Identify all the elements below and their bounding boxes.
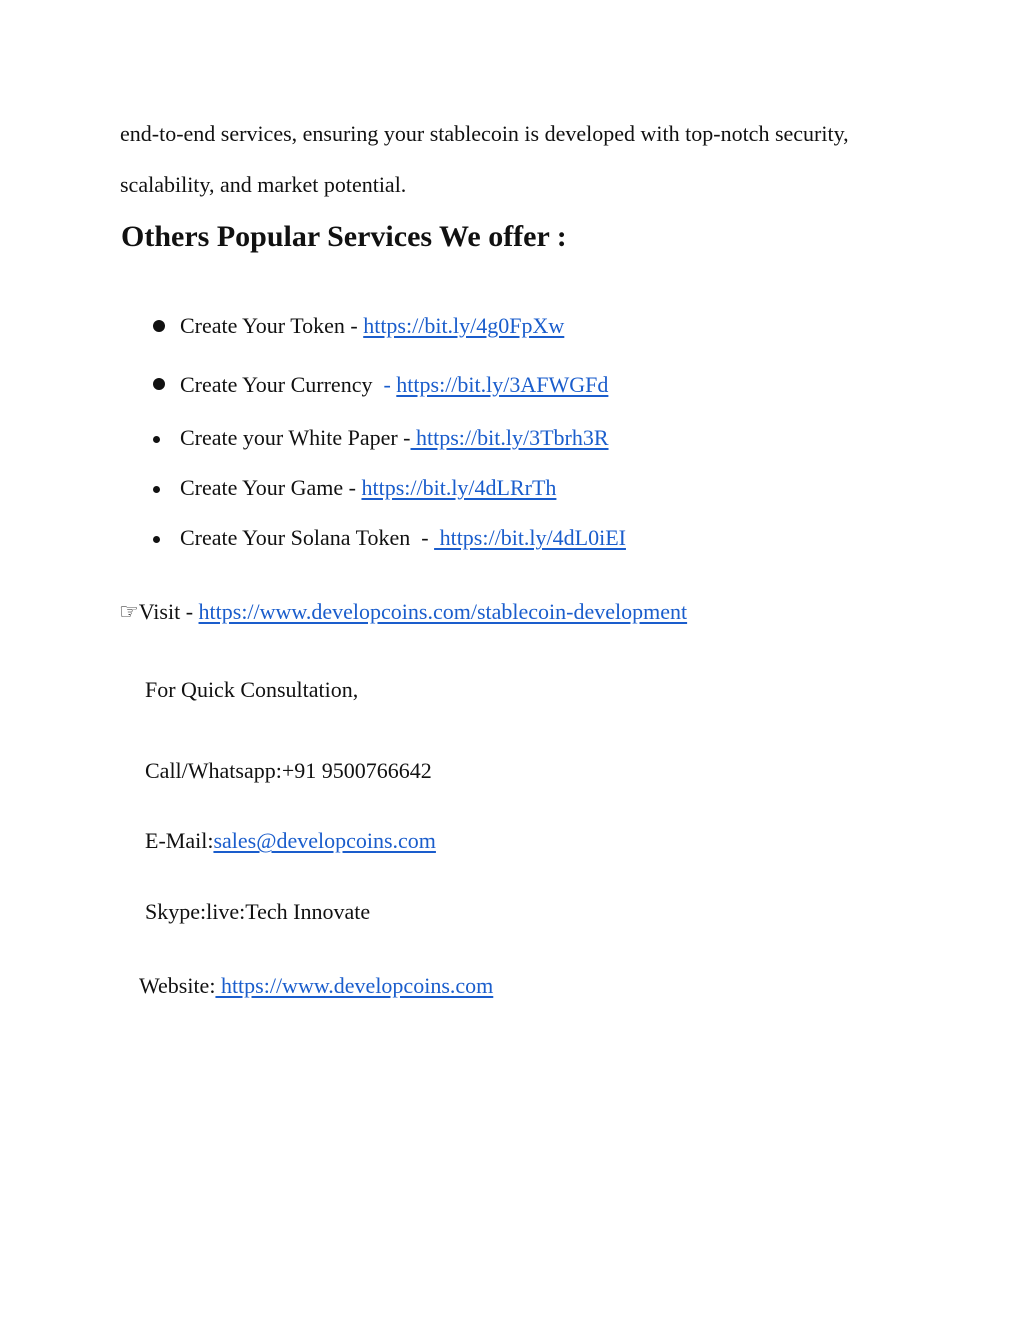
website-label: Website: — [139, 973, 216, 998]
service-dash: - — [383, 372, 397, 397]
visit-link[interactable]: https://www.developcoins.com/stablecoin-development — [198, 599, 688, 624]
service-link[interactable]: https://bit.ly/4dL0iEI — [434, 525, 626, 550]
service-link[interactable]: https://bit.ly/3AFWGFd — [396, 372, 609, 397]
service-label: Create your White Paper - — [180, 425, 411, 450]
bullet-icon — [153, 378, 165, 390]
list-item — [180, 475, 556, 501]
paragraph-line-1: end-to-end services, ensuring your stablecoin is developed with top-notch security, — [120, 121, 849, 146]
paragraph-line-2: scalability, and market potential. — [120, 172, 407, 197]
service-label: Create Your Game - — [180, 475, 362, 500]
list-item — [180, 372, 608, 398]
list-item — [180, 425, 609, 451]
visit-line — [119, 599, 687, 626]
email-line — [145, 828, 436, 854]
service-link[interactable]: https://bit.ly/4g0FpXw — [363, 313, 565, 338]
section-heading: Others Popular Services We offer : — [121, 220, 567, 253]
service-label: Create Your Solana Token - — [180, 525, 435, 550]
service-link[interactable]: https://bit.ly/4dLRrTh — [361, 475, 557, 500]
bullet-icon — [153, 436, 160, 443]
email-label: E-Mail: — [145, 828, 214, 853]
email-link[interactable]: sales@developcoins.com — [213, 828, 436, 853]
bullet-icon — [153, 536, 160, 543]
list-item — [180, 313, 564, 339]
phone-text: Call/Whatsapp:+91 9500766642 — [145, 758, 432, 783]
pointing-hand-icon: ☞ — [119, 600, 139, 625]
service-label: Create Your Currency — [180, 372, 384, 397]
skype-text: Skype:live:Tech Innovate — [145, 899, 371, 924]
bullet-icon — [153, 320, 165, 332]
website-line — [139, 973, 493, 999]
service-label: Create Your Token - — [180, 313, 364, 338]
list-item — [180, 525, 626, 551]
bullet-icon — [153, 486, 160, 493]
visit-label: Visit - — [138, 599, 199, 624]
website-link[interactable]: https://www.developcoins.com — [215, 973, 494, 998]
service-link[interactable]: https://bit.ly/3Tbrh3R — [410, 425, 609, 450]
consultation-intro: For Quick Consultation, — [145, 677, 359, 702]
